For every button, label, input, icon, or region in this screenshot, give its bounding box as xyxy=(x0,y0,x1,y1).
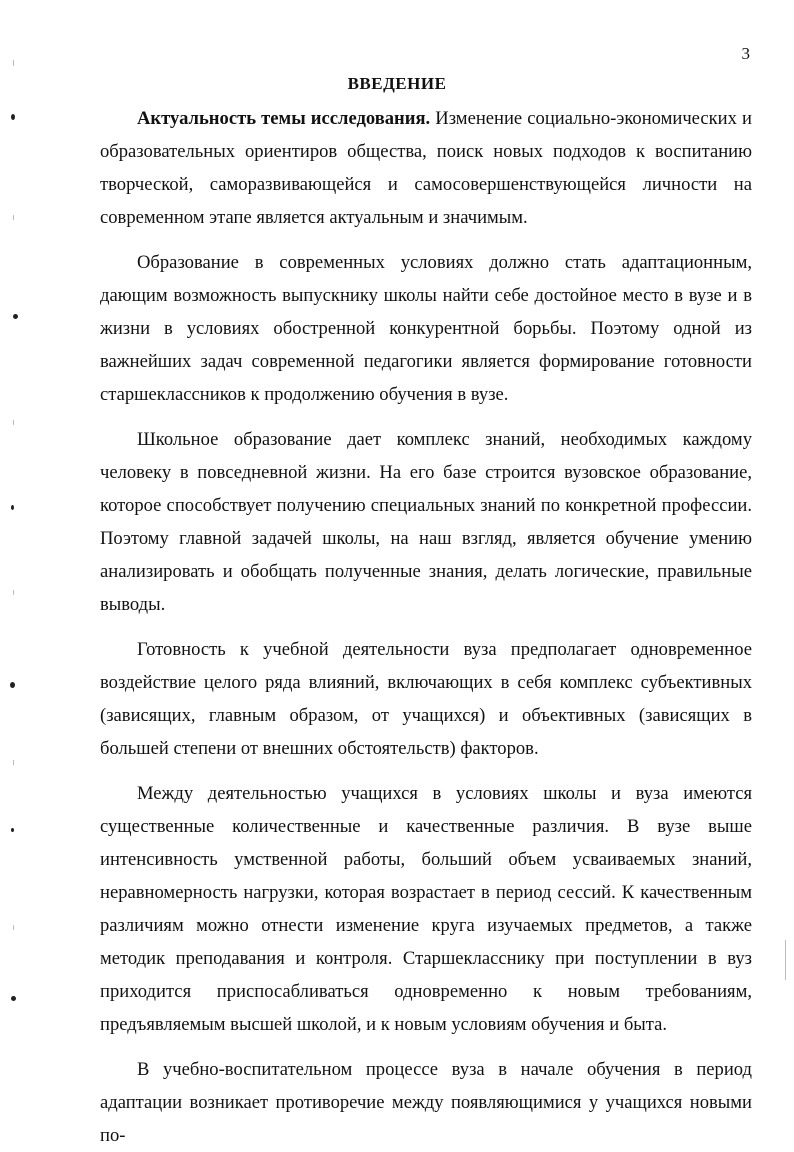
paragraph-6: В учебно-воспитательном процессе вуза в начале обучения в период адаптации возникает противоречие между появляющимися у учащихся новыми по- xyxy=(100,1059,752,1146)
scan-mark xyxy=(10,682,15,688)
paragraph-1 xyxy=(100,102,752,234)
scan-mark xyxy=(11,505,14,510)
scan-mark xyxy=(11,114,15,120)
scan-tick xyxy=(13,60,14,66)
paragraph-3: Школьное образование дает комплекс знаний, необходимых каждому человеку в повседневной жизни. На его базе строится вузовское образование, которое способствует получению специальных знаний по конкретной профессии. Поэтому главной задачей школы, на наш взгляд, является обучение умению анализировать и обобщать полученные знания, делать логические, правильные выводы. xyxy=(100,429,752,615)
scan-mark xyxy=(11,828,14,832)
page-number: 3 xyxy=(741,44,750,63)
scan-mark xyxy=(13,314,18,319)
paragraph-2: Образование в современных условиях должно стать адаптационным, дающим возможность выпускнику школы найти себе достойное место в вузе и в жизни в условиях обостренной конкурентной борьбы. Поэтому одной из важнейших задач современной педагогики является формирование готовности старшеклассников к продолжению обучения в вузе. xyxy=(100,252,752,405)
paragraph-1-text: Изменение социально-экономических и образовательных ориентиров общества, поиск новых подходов к воспитанию творческой, саморазвивающейся и самосовершенствующейся личности на современном этапе является актуальным и значимым. xyxy=(100,108,752,228)
scan-mark xyxy=(11,996,16,1001)
scan-tick xyxy=(13,215,14,220)
body-text xyxy=(100,102,752,1152)
page-heading: ВВЕДЕНИЕ xyxy=(347,74,447,93)
scan-tick xyxy=(13,420,14,425)
paragraph-1-lead: Актуальность темы исследования. xyxy=(137,108,431,129)
scan-tick xyxy=(13,925,14,930)
scan-tick xyxy=(785,940,786,980)
paragraph-5: Между деятельностью учащихся в условиях школы и вуза имеются существенные количественные и качественные различия. В вузе выше интенсивность умственной работы, больший объем усваиваемых знаний, неравномерность нагрузки, которая возрастает в период сессий. К качественным различиям можно отнести изменение круга изучаемых предметов, а также методик преподавания и контроля. Старшекласснику при поступлении в вуз приходится приспосабливаться одновременно к новым требованиям, предъявляемым высшей школой, и к новым условиям обучения и быта. xyxy=(100,783,752,1035)
paragraph-4: Готовность к учебной деятельности вуза предполагает одновременное воздействие целого ряда влияний, включающих в себя комплекс субъективных (зависящих, главным образом, от учащихся) и объективных (зависящих в большей степени от внешних обстоятельств) факторов. xyxy=(100,639,752,759)
scan-tick xyxy=(13,760,14,765)
scan-tick xyxy=(13,590,14,595)
